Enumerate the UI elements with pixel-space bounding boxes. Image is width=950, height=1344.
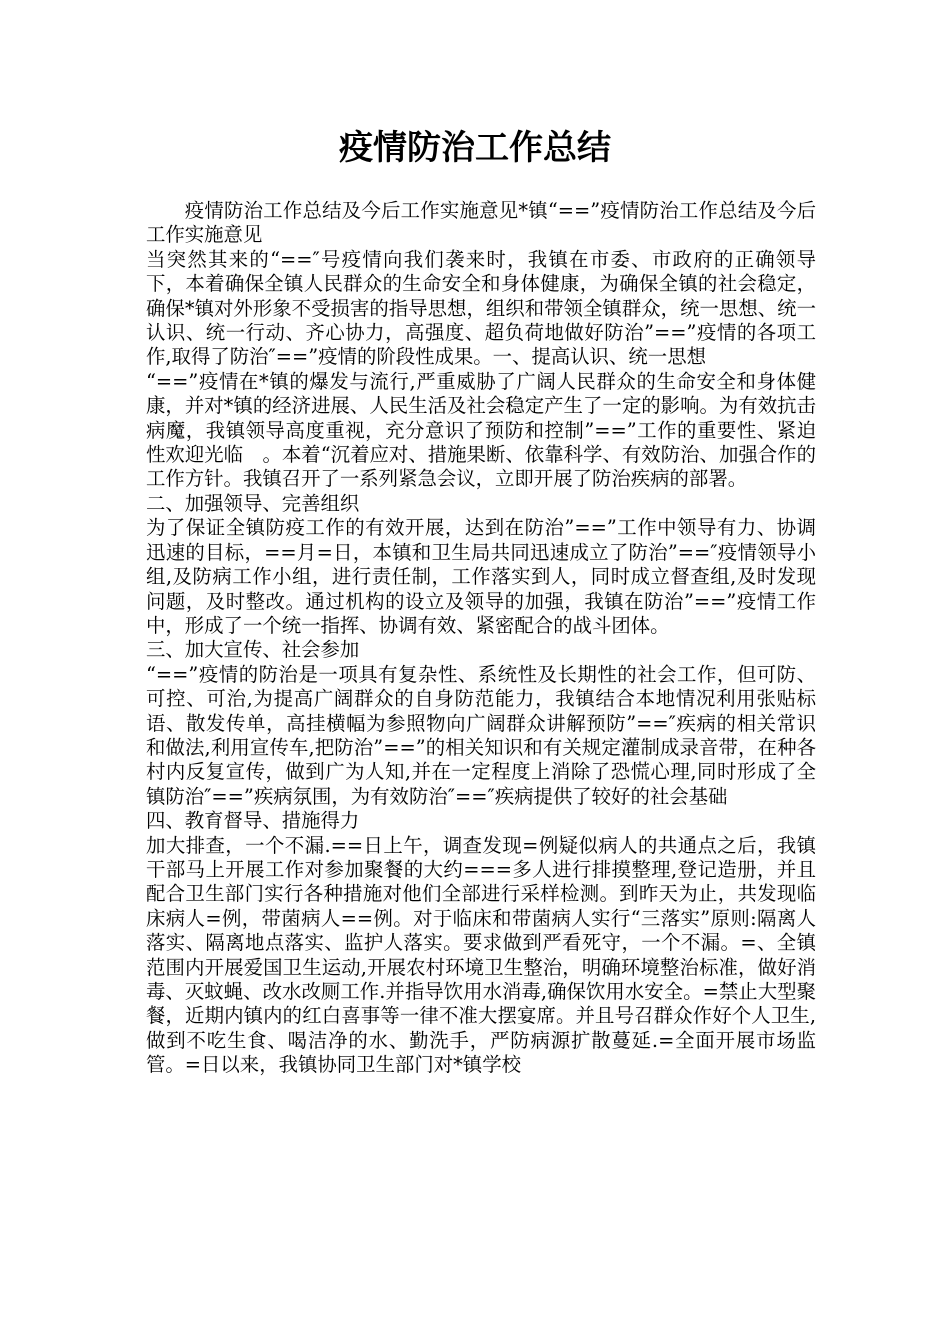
section-heading-publicity: 三、加大宣传、社会参加 [146, 638, 360, 662]
paragraph-awareness: “==”疫情在*镇的爆发与流行,严重威胁了广阔人民群众的生命安全和身体健康，并对*镇的经济进展、人民生活及社会稳定产生了一定的影响。为有效抗击病魔，我镇领导高度重视，充分意识了预防和控制”==”工作的重要性、紧迫性欢迎光临 。本着“沉着应对、措施果断、依靠科学、有效防治、加强合作的工作方针。我镇召开了一系列紧急会议，立即开展了防治疾病的部署。 [146, 369, 816, 491]
paragraph-leadership: 为了保证全镇防疫工作的有效开展，达到在防治”==”工作中领导有力、协调迅速的目标，==月=日，本镇和卫生局共同迅速成立了防治”==″疫情领导小组,及防病工作小组，进行责任制，工作落实到人，同时成立督查组,及时发现问题，及时整改。通过机构的设立及领导的加强，我镇在防治”==”疫情工作中，形成了一个统一指挥、协调有效、紧密配合的战斗团体。 [146, 516, 816, 637]
paragraph-supervision: 加大排查，一个不漏.==日上午，调查发现=例疑似病人的共通点之后，我镇干部马上开展工作对参加聚餐的大约===多人进行排摸整理,登记造册，并且配合卫生部门实行各种措施对他们全部进行采样检测。到昨天为止，共发现临床病人=例，带菌病人==例。对于临床和带菌病人实行“三落实”原则:隔离人落实、隔离地点落实、监护人落实。要求做到严看死守，一个不漏。=、全镇范围内开展爱国卫生运动,开展农村环境卫生整治，明确环境整治标准，做好消毒、灭蚊蝇、改水改厕工作.并指导饮用水消毒,确保饮用水安全。=禁止大型聚餐，近期内镇内的红白喜事等一律不准大摆宴席。并且号召群众作好个人卫生,做到不吃生食、喝洁净的水、勤洗手，严防病源扩散蔓延.=全面开展市场监管。=日以来，我镇协同卫生部门对*镇学校 [146, 833, 816, 1077]
document-body [146, 199, 816, 1078]
section-heading-leadership: 二、加强领导、完善组织 [146, 491, 360, 515]
paragraph-background: 当突然其来的“==″号疫情向我们袭来时，我镇在市委、市政府的正确领导下，本着确保全镇人民群众的生命安全和身体健康，为确保全镇的社会稳定，确保*镇对外形象不受损害的指导思想，组织和带领全镇群众，统一思想、统一认识、统一行动、齐心协力，高强度、超负荷地做好防治”==”疫情的各项工作,取得了防治″==”疫情的阶段性成果。一、提高认识、统一思想 [146, 247, 816, 369]
section-heading-supervision: 四、教育督导、措施得力 [146, 809, 360, 833]
paragraph-intro: 疫情防治工作总结及今后工作实施意见*镇“==”疫情防治工作总结及今后工作实施意见 [146, 199, 816, 247]
paragraph-publicity: “==”疫情的防治是一项具有复杂性、系统性及长期性的社会工作，但可防、可控、可治,为提高广阔群众的自身防范能力，我镇结合本地情况利用张贴标语、散发传单，高挂横幅为参照物向广阔群众讲解预防”==″疾病的相关常识和做法,利用宣传车,把防治”==”的相关知识和有关规定灌制成录音带，在种各村内反复宣传，做到广为人知,并在一定程度上消除了恐慌心理,同时形成了全镇防治″==”疾病氛围，为有效防治″==″疾病提供了较好的社会基础 [146, 662, 816, 808]
document-title: 疫情防治工作总结 [339, 128, 611, 168]
